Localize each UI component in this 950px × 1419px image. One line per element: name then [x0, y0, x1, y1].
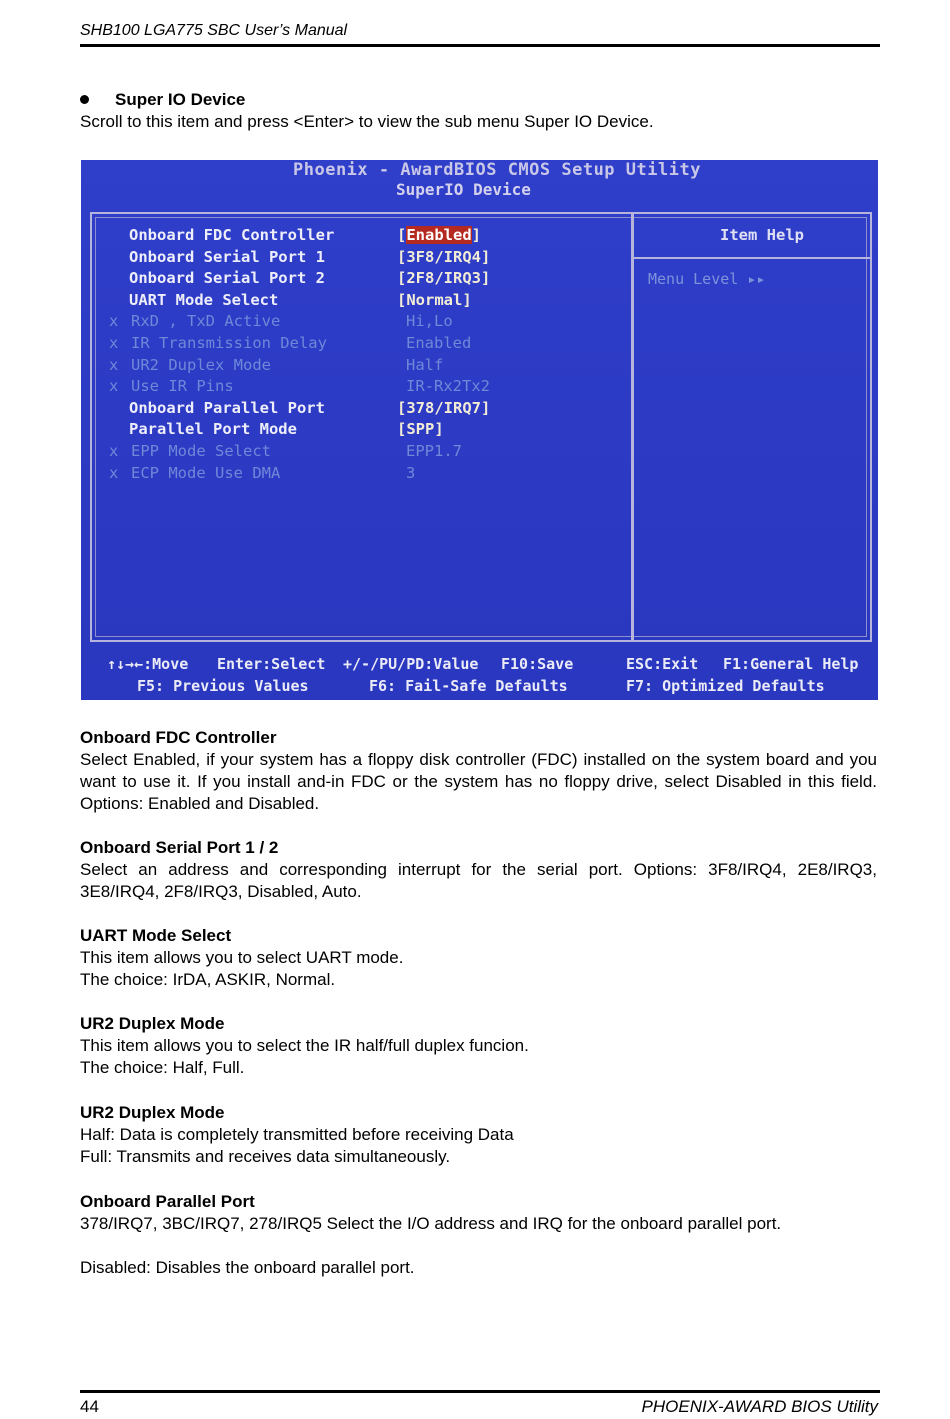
- bios-setting-value: Hi,Lo: [406, 312, 453, 331]
- bios-setting-label: UART Mode Select: [129, 290, 279, 309]
- bios-setting-label: Onboard Serial Port 2: [129, 269, 325, 288]
- footer-section-title: PHOENIX-AWARD BIOS Utility: [641, 1397, 878, 1416]
- key-hint: F1:General Help: [723, 655, 859, 673]
- bios-setting-label: Onboard Parallel Port: [129, 398, 325, 417]
- help-divider: [634, 257, 870, 259]
- section-text: This item allows you to select the IR half/full duplex funcion.: [80, 1036, 529, 1055]
- key-hint: +/-/PU/PD:Value: [343, 655, 479, 673]
- key-hint: Enter:Select: [217, 655, 326, 673]
- bios-setting-label: Onboard FDC Controller: [129, 226, 335, 244]
- bios-setting-label: Parallel Port Mode: [129, 420, 297, 439]
- key-hint: F7: Optimized Defaults: [626, 677, 825, 695]
- menu-level: Menu Level ▸▸: [648, 270, 766, 288]
- key-hint: F6: Fail-Safe Defaults: [369, 677, 568, 695]
- intro-heading: Super IO Device: [115, 90, 246, 109]
- section-text: Full: Transmits and receives data simultaneously.: [80, 1147, 451, 1166]
- bios-setting-value: 3: [406, 463, 416, 482]
- header-rule: [80, 44, 880, 47]
- disabled-mark: x: [109, 463, 119, 482]
- bios-setting-label: IR Transmission Delay: [131, 334, 327, 352]
- bios-setting-label: UR2 Duplex Mode: [131, 355, 271, 374]
- section-text: This item allows you to select UART mode.: [80, 948, 404, 967]
- disabled-mark: x: [109, 334, 119, 352]
- bios-setting-label: ECP Mode Use DMA: [131, 463, 281, 482]
- bios-subtitle: SuperIO Device: [396, 180, 531, 199]
- bios-screenshot: [81, 160, 878, 700]
- bios-setting-value: [3F8/IRQ4]: [397, 247, 491, 266]
- bios-setting-value: [378/IRQ7]: [397, 398, 491, 417]
- running-header: SHB100 LGA775 SBC User’s Manual: [80, 22, 348, 39]
- bios-setting-value: [Normal]: [397, 290, 472, 309]
- bios-setting-label: Onboard Serial Port 1: [129, 247, 325, 266]
- section-text: The choice: Half, Full.: [80, 1058, 245, 1077]
- bullet-icon: [80, 95, 89, 104]
- bios-setting-value: [2F8/IRQ3]: [397, 269, 491, 288]
- key-hint: ↑↓→←:Move: [107, 655, 189, 673]
- key-hint: ESC:Exit: [626, 655, 699, 673]
- section-text: Disabled: Disables the onboard parallel port.: [80, 1258, 415, 1277]
- bios-setting-label: RxD , TxD Active: [131, 312, 281, 331]
- section-heading: Onboard Parallel Port: [80, 1192, 255, 1211]
- footer-rule: [80, 1390, 880, 1393]
- bios-setting-value: [Enabled]: [397, 226, 482, 244]
- disabled-mark: x: [109, 377, 119, 396]
- section-heading: UART Mode Select: [80, 926, 232, 945]
- bios-setting-value: Half: [406, 355, 444, 374]
- bios-setting-value: IR-Rx2Tx2: [406, 377, 490, 396]
- bios-title: Phoenix - AwardBIOS CMOS Setup Utility: [293, 160, 701, 180]
- section-heading: Onboard FDC Controller: [80, 728, 277, 747]
- section-text: Select Enabled, if your system has a floppy disk controller (FDC) installed on the system board and you want to use it. If you install and-in FDC or the system has no floppy drive, select Disabled in this field. Options: Enabled and Disabled.: [80, 750, 877, 813]
- intro-text: Scroll to this item and press <Enter> to view the sub menu Super IO Device.: [80, 112, 654, 131]
- key-hint: F10:Save: [501, 655, 574, 673]
- bios-setting-label: EPP Mode Select: [131, 442, 271, 460]
- section-text: Select an address and corresponding interrupt for the serial port. Options: 3F8/IRQ4, 2E8/IRQ3, 3E8/IRQ4, 2F8/IRQ3, Disabled, Auto.: [80, 860, 877, 901]
- bios-setting-label: Use IR Pins: [131, 377, 234, 396]
- bios-setting-value: [SPP]: [397, 420, 444, 439]
- section-heading: UR2 Duplex Mode: [80, 1014, 225, 1033]
- page-number: 44: [80, 1397, 99, 1416]
- section-text: 378/IRQ7, 3BC/IRQ7, 278/IRQ5 Select the I/O address and IRQ for the onboard parallel port.: [80, 1214, 782, 1233]
- item-help-title: Item Help: [720, 226, 804, 244]
- section-text: The choice: IrDA, ASKIR, Normal.: [80, 970, 336, 989]
- bios-setting-value: Enabled: [406, 334, 472, 352]
- bios-divider: [631, 212, 634, 642]
- key-hint: F5: Previous Values: [137, 677, 309, 695]
- disabled-mark: x: [109, 355, 119, 374]
- bios-setting-value: EPP1.7: [406, 442, 462, 460]
- section-heading: UR2 Duplex Mode: [80, 1103, 225, 1122]
- section-text: Half: Data is completely transmitted before receiving Data: [80, 1125, 514, 1144]
- disabled-mark: x: [109, 312, 119, 331]
- section-heading: Onboard Serial Port 1 / 2: [80, 838, 279, 857]
- disabled-mark: x: [109, 442, 119, 460]
